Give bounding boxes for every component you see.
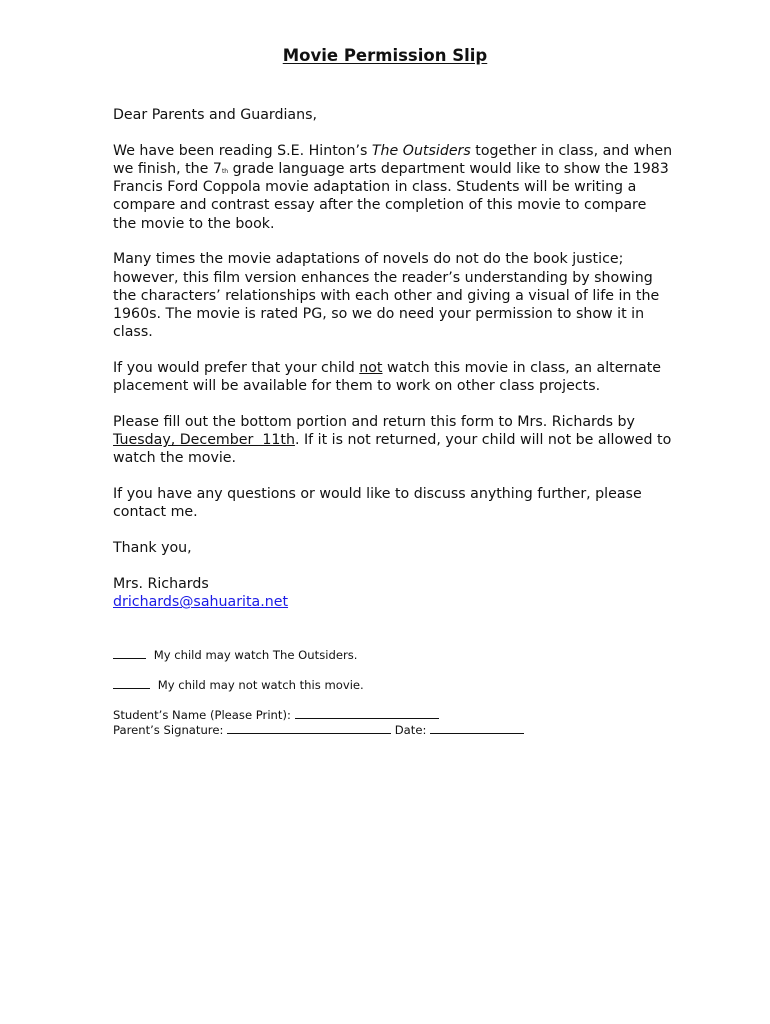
alternate-text-2: watch this movie in class, an alternate placement will be available for them to work on other class projects. [113,360,662,395]
student-name-line[interactable] [295,706,439,719]
date-label: Date: [394,723,427,737]
page-title: Movie Permission Slip [282,46,488,65]
option-allow-row [113,646,673,661]
student-name-label: Student’s Name (Please Print): [113,708,291,722]
paragraph-alternate [113,359,673,395]
intro-text-3: grade language arts department would like to show the 1983 Francis Ford Coppola movie adaptation in class. Students will be writing a compare and contrast essay after the completion of this movie to compare the movie to the book. [113,161,669,232]
parent-signature-line[interactable] [227,721,391,734]
return-text-1: Please fill out the bottom portion and return this form to Mrs. Richards by [113,414,635,431]
allow-checkbox-line[interactable] [113,646,146,659]
alternate-text-1: If you would prefer that your child [113,360,360,377]
option-deny-label: My child may not watch this movie. [157,678,364,692]
option-allow-label: My child may watch The Outsiders. [153,648,358,662]
parent-signature-row [113,721,673,736]
student-name-row [113,706,673,721]
paragraph-adaptation: Many times the movie adaptations of novels do not do the book justice; however, this film version enhances the reader’s understanding by showing the characters’ relationships with each other and giving a visual of life in the 1960s. The movie is rated PG, so we do need your permission to show it in class. [113,251,660,341]
paragraph-intro [113,142,673,233]
paragraph-questions: If you have any questions or would like to discuss anything further, please contact me. [113,486,642,521]
letter-body [113,106,673,611]
intro-text-1: We have been reading S.E. Hinton’s [113,142,372,159]
paragraph-return [113,413,673,468]
parent-signature-label: Parent’s Signature: [113,723,224,737]
deny-checkbox-line[interactable] [113,676,150,689]
return-text-2: . If it is not returned, your child will not be allowed to watch the movie. [113,432,672,467]
due-date: Tuesday, December 11th [113,432,295,449]
option-deny-row [113,676,673,691]
grade-superscript: th [221,168,229,175]
permission-form [113,646,673,736]
salutation: Dear Parents and Guardians, [113,107,318,123]
date-line[interactable] [430,721,524,734]
email-link[interactable]: drichards@sahuarita.net [113,594,289,611]
intro-text-2: together in class, and when we finish, the 7 [113,142,673,177]
not-emphasis: not [359,360,383,377]
book-title: The Outsiders [371,142,471,159]
signature-block [113,575,673,611]
signer-name: Mrs. Richards [113,576,209,593]
closing: Thank you, [113,540,192,557]
signature-fields [113,706,673,736]
